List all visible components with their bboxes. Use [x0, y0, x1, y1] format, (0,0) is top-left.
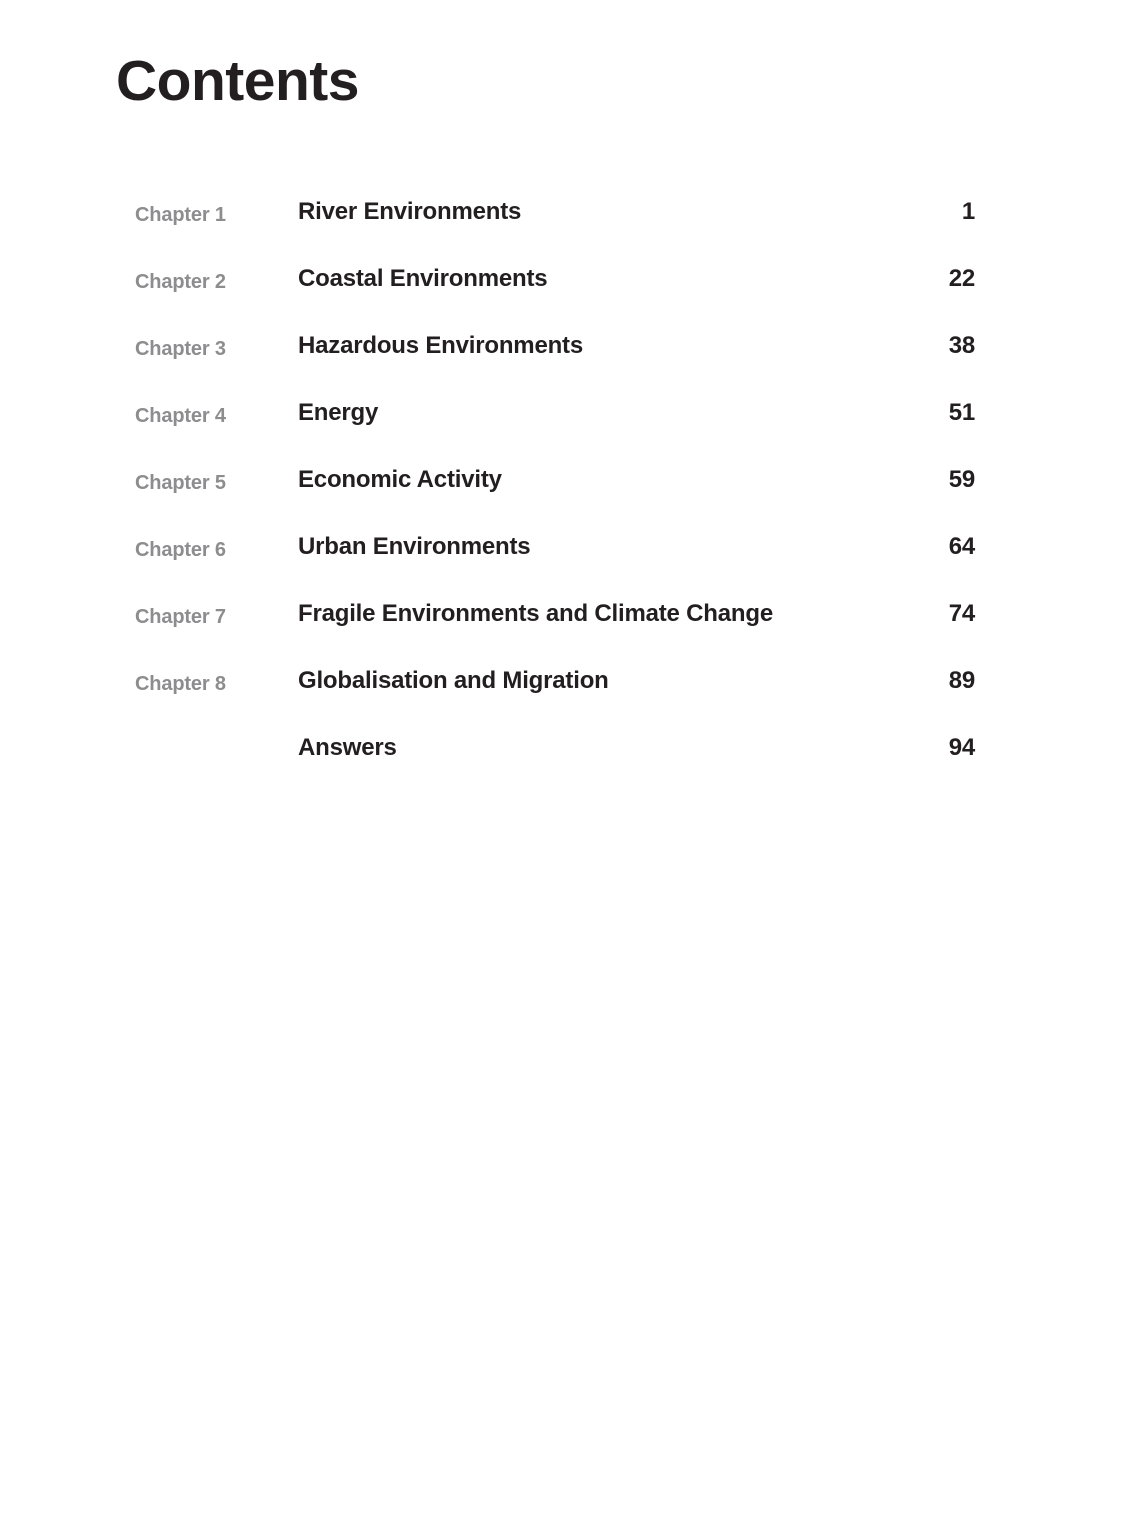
toc-page-number: 74 [948, 600, 975, 627]
toc-entry[interactable] [0, 531, 1122, 598]
toc-entry[interactable] [0, 263, 1122, 330]
toc-chapter-label: Chapter 6 [135, 539, 226, 561]
toc-chapter-label: Chapter 2 [135, 271, 226, 293]
toc-entry[interactable] [0, 397, 1122, 464]
toc-entry-title[interactable]: Energy [298, 399, 379, 426]
toc-entry-title[interactable]: River Environments [298, 198, 522, 225]
toc-entry-title[interactable]: Fragile Environments and Climate Change [298, 600, 773, 627]
toc-entry[interactable] [0, 732, 1122, 799]
page-title: Contents [116, 49, 359, 113]
toc-entry-title[interactable]: Urban Environments [298, 533, 531, 560]
toc-entry[interactable] [0, 330, 1122, 397]
toc-entry-title[interactable]: Coastal Environments [298, 265, 548, 292]
toc-entry[interactable] [0, 464, 1122, 531]
toc-entry-title[interactable]: Answers [298, 734, 397, 761]
toc-chapter-label: Chapter 4 [135, 405, 226, 427]
toc-entry-title[interactable]: Globalisation and Migration [298, 667, 609, 694]
toc-chapter-label: Chapter 3 [135, 338, 226, 360]
toc-entry[interactable] [0, 598, 1122, 665]
toc-chapter-label: Chapter 7 [135, 606, 226, 628]
toc-page-number: 22 [948, 265, 975, 292]
toc-chapter-label: Chapter 8 [135, 673, 226, 695]
toc-page-number: 38 [948, 332, 975, 359]
toc-entry[interactable] [0, 665, 1122, 732]
table-of-contents [0, 196, 1122, 799]
toc-page-number: 89 [948, 667, 975, 694]
toc-page-number: 94 [948, 734, 975, 761]
toc-chapter-label: Chapter 5 [135, 472, 226, 494]
toc-entry-title[interactable]: Economic Activity [298, 466, 502, 493]
toc-page-number: 1 [961, 198, 975, 225]
toc-page-number: 64 [948, 533, 975, 560]
toc-entry-title[interactable]: Hazardous Environments [298, 332, 583, 359]
toc-page-number: 51 [948, 399, 975, 426]
toc-entry[interactable] [0, 196, 1122, 263]
toc-page-number: 59 [948, 466, 975, 493]
toc-chapter-label: Chapter 1 [135, 204, 226, 226]
